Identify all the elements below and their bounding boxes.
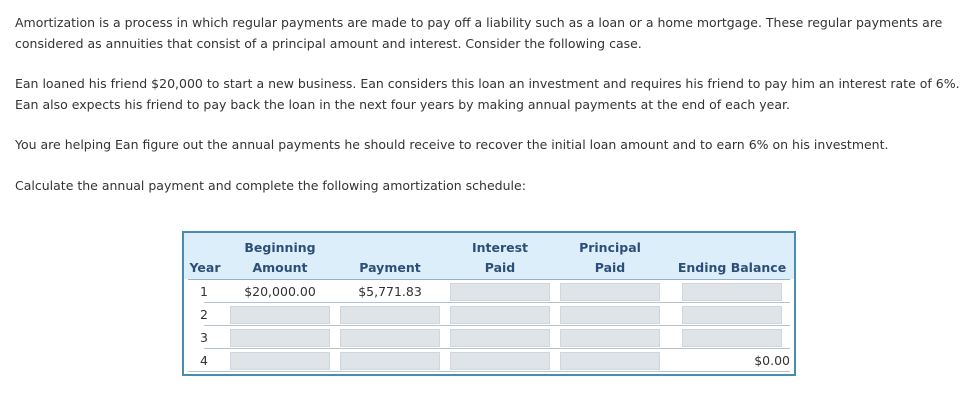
header-divider	[188, 279, 790, 280]
header-payment: Payment	[359, 260, 421, 275]
header-beginning-line2: Amount	[252, 260, 308, 275]
row1-ending-balance-input[interactable]	[682, 283, 782, 301]
row3-payment-input[interactable]	[340, 329, 440, 347]
instruction-paragraph: Calculate the annual payment and complete the following amortization schedule:	[15, 178, 526, 193]
row-divider	[204, 302, 790, 303]
row4-year: 4	[200, 353, 208, 368]
row4-payment-input[interactable]	[340, 352, 440, 370]
row1-interest-paid-input[interactable]	[450, 283, 550, 301]
row1-principal-paid-input[interactable]	[560, 283, 660, 301]
row2-ending-balance-input[interactable]	[682, 306, 782, 324]
row1-payment: $5,771.83	[358, 284, 422, 299]
row3-beginning-amount-input[interactable]	[230, 329, 330, 347]
header-ending-balance: Ending Balance	[677, 260, 787, 275]
row2-payment-input[interactable]	[340, 306, 440, 324]
header-year: Year	[189, 260, 221, 275]
row2-principal-paid-input[interactable]	[560, 306, 660, 324]
task-paragraph: You are helping Ean figure out the annual payments he should receive to recover the initial loan amount and to earn 6% on his investment.	[15, 137, 889, 152]
row-divider	[204, 325, 790, 326]
amortization-table	[182, 231, 796, 376]
row1-year: 1	[200, 284, 208, 299]
row2-interest-paid-input[interactable]	[450, 306, 550, 324]
row2-beginning-amount-input[interactable]	[230, 306, 330, 324]
row3-year: 3	[200, 330, 208, 345]
header-principal-line1: Principal	[579, 240, 641, 255]
header-principal-line2: Paid	[594, 260, 626, 275]
row1-beginning-amount: $20,000.00	[244, 284, 316, 299]
row4-interest-paid-input[interactable]	[450, 352, 550, 370]
header-interest-line1: Interest	[471, 240, 529, 255]
header-interest-line2: Paid	[484, 260, 516, 275]
row3-principal-paid-input[interactable]	[560, 329, 660, 347]
intro-paragraph: Amortization is a process in which regular payments are made to pay off a liability such as a loan or a home mortgage. These regular payments are considered as annuities that consist of a principal amount and interest. Consider the following case.	[15, 15, 943, 51]
case-paragraph: Ean loaned his friend $20,000 to start a new business. Ean considers this loan an investment and requires his friend to pay him an interest rate of 6%. Ean also expects his friend to pay back the loan in the next four years by making annual payments at the end of each year.	[15, 76, 960, 112]
row2-year: 2	[200, 307, 208, 322]
row3-interest-paid-input[interactable]	[450, 329, 550, 347]
row3-ending-balance-input[interactable]	[682, 329, 782, 347]
row4-principal-paid-input[interactable]	[560, 352, 660, 370]
row-divider	[188, 371, 790, 372]
row-divider	[204, 348, 790, 349]
header-beginning-line1: Beginning	[244, 240, 316, 255]
row4-ending-balance: $0.00	[754, 353, 790, 368]
row4-beginning-amount-input[interactable]	[230, 352, 330, 370]
